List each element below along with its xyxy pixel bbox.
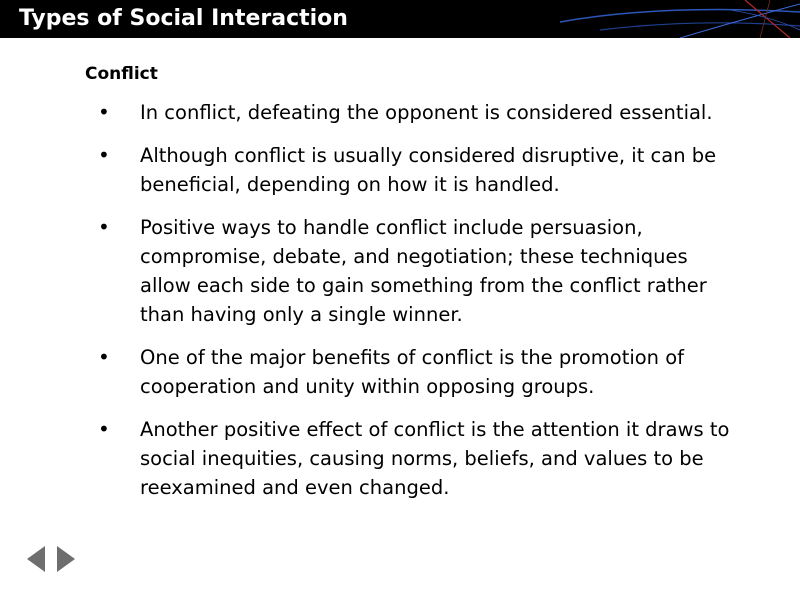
bullet-text: In conflict, defeating the opponent is considered essential. (140, 101, 713, 124)
bullet-item (98, 98, 738, 127)
bullet-icon: • (98, 417, 110, 441)
bullet-item (98, 213, 738, 329)
bullet-text: Positive ways to handle conflict include persuasion, compromise, debate, and negotiation; these techniques allow each side to gain something from the conflict rather than having only a single winner. (140, 216, 707, 326)
bullet-item (98, 415, 738, 502)
next-slide-button[interactable] (54, 543, 78, 575)
slide-title: Types of Social Interaction (19, 6, 348, 31)
slide-navigation (24, 543, 80, 575)
bullet-item (98, 141, 738, 199)
bullet-icon: • (98, 143, 110, 167)
triangle-left-icon (24, 543, 48, 575)
bullet-icon: • (98, 345, 110, 369)
section-heading: Conflict (85, 64, 158, 84)
bullet-text: Another positive effect of conflict is the attention it draws to social inequities, causing norms, beliefs, and values to be reexamined and even changed. (140, 418, 730, 499)
bullet-icon: • (98, 215, 110, 239)
bullet-text: Although conflict is usually considered disruptive, it can be beneficial, depending on how it is handled. (140, 144, 717, 196)
bullet-list (98, 98, 738, 516)
bullet-icon: • (98, 100, 110, 124)
bullet-text: One of the major benefits of conflict is the promotion of cooperation and unity within opposing groups. (140, 346, 685, 398)
bullet-item (98, 343, 738, 401)
header-bar (0, 0, 800, 38)
previous-slide-button[interactable] (24, 543, 48, 575)
triangle-right-icon (54, 543, 78, 575)
